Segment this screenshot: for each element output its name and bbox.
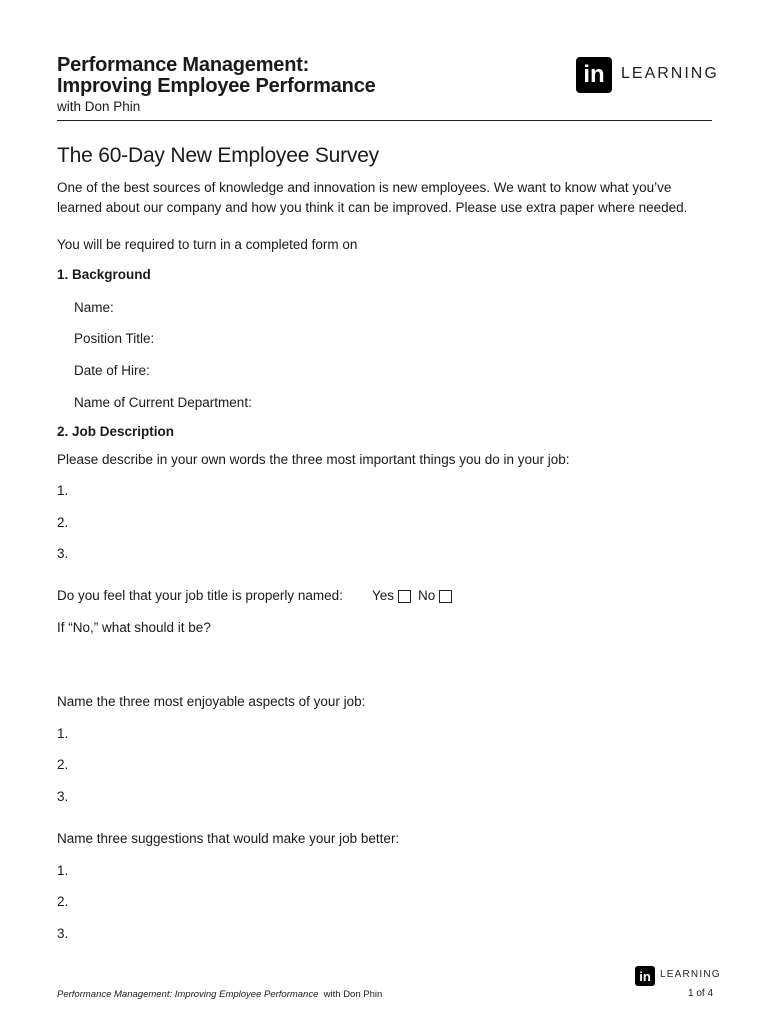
logo-wordmark: LEARNING <box>621 65 719 82</box>
yes-option[interactable] <box>372 586 411 606</box>
enjoyable-aspects-prompt: Name the three most enjoyable aspects of your job: <box>57 694 366 709</box>
footer-course-info <box>57 989 382 1000</box>
field-department-label: Name of Current Department: <box>74 395 252 410</box>
list-item: 1. <box>57 483 69 498</box>
course-title-line2: Improving Employee Performance <box>57 75 376 97</box>
no-checkbox[interactable] <box>439 590 452 603</box>
course-title-line1: Performance Management: <box>57 54 310 76</box>
linkedin-in-icon: in <box>576 57 612 93</box>
header-divider <box>57 120 712 121</box>
section-job-description-heading: 2. Job Description <box>57 424 175 439</box>
intro-line-1: One of the best sources of knowledge and innovation is new employees. We want to know what you’ve <box>57 180 672 195</box>
job-description-prompt: Please describe in your own words the three most important things you do in your job: <box>57 452 570 467</box>
linkedin-in-icon: in <box>635 966 655 986</box>
no-option[interactable] <box>418 586 452 606</box>
no-label: No <box>418 588 436 603</box>
list-item: 3. <box>57 789 69 804</box>
field-name-label: Name: <box>74 300 114 315</box>
section-background-heading: 1. Background <box>57 267 151 282</box>
list-item: 2. <box>57 515 69 530</box>
footer-course-title: Performance Management: Improving Employee Performance <box>57 989 319 1000</box>
list-item: 3. <box>57 926 69 941</box>
turn-in-notice: You will be required to turn in a completed form on <box>57 237 358 252</box>
footer-author: with Don Phin <box>323 989 383 1000</box>
footer-logo-wordmark: LEARNING <box>660 969 721 980</box>
yes-checkbox[interactable] <box>398 590 411 603</box>
list-item: 1. <box>57 726 69 741</box>
intro-line-2: learned about our company and how you think it can be improved. Please use extra paper where needed. <box>57 200 688 215</box>
list-item: 3. <box>57 546 69 561</box>
list-item: 2. <box>57 757 69 772</box>
list-item: 2. <box>57 894 69 909</box>
document-heading: The 60-Day New Employee Survey <box>57 144 379 167</box>
yes-label: Yes <box>372 588 395 603</box>
list-item: 1. <box>57 863 69 878</box>
course-author: with Don Phin <box>57 99 141 114</box>
suggestions-prompt: Name three suggestions that would make your job better: <box>57 831 400 846</box>
field-position-title-label: Position Title: <box>74 331 155 346</box>
page-number: 1 of 4 <box>688 988 714 999</box>
if-no-prompt: If “No,” what should it be? <box>57 620 211 635</box>
field-date-of-hire-label: Date of Hire: <box>74 363 150 378</box>
job-title-question: Do you feel that your job title is properly named: <box>57 588 343 603</box>
